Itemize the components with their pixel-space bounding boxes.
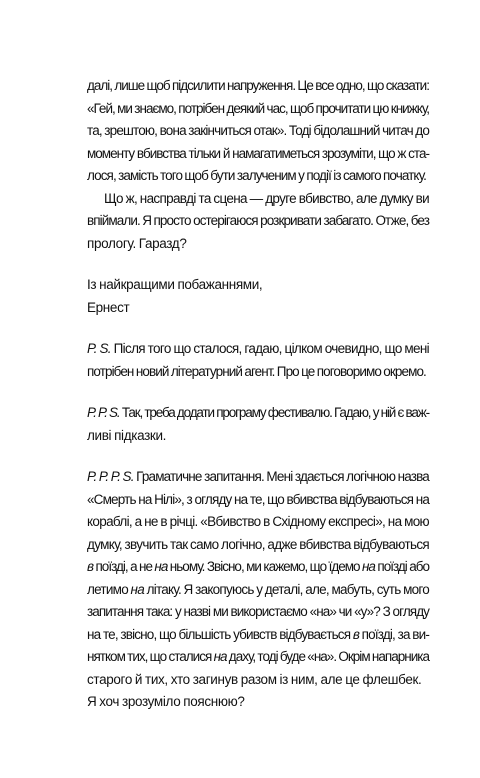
text-line: кораблі, а не в річці. «Вбивство в Східному експресі», на мою (87, 514, 429, 529)
text-span: летимо (87, 581, 131, 597)
text-span: Після того що сталося, гадаю, цілком очевидно, що мені (110, 341, 429, 356)
text-span: Граматичне запитання. Мені здається логічною назва (133, 469, 429, 484)
text-line: «Гей, ми знаємо, потрібен деякий час, щоб прочитати цю книжку, (87, 100, 429, 116)
text-span: даху, тоді буде «на». Окрім напарника (226, 649, 429, 664)
text-line: моменту вбивства тільки й намагатиметься зрозуміти, що ж ста- (87, 145, 429, 161)
text-span: на те, звісно, що більшість убивств відбувається (87, 626, 353, 642)
text-line: думку, звучить так само логічно, адже вбивства відбуваються (87, 536, 430, 552)
signature-name: Ернест (87, 299, 130, 315)
paragraph-gap (87, 255, 429, 274)
text-line: лося, замість того щоб бути залученим у події із самого початку. (87, 168, 426, 183)
paragraph-gap (87, 319, 429, 338)
closing-line: Із найкращими побажаннями, (87, 277, 263, 292)
text-line: Що ж, насправді та сцена — друге вбивство, але думку ви (104, 190, 429, 206)
text-line (87, 402, 429, 425)
closing-signature (87, 274, 429, 319)
text-line: ливі підказки. (87, 427, 167, 443)
text-span: Так, треба додати програму фестивалю. Гадаю, у ній є важ- (119, 405, 430, 420)
italic-word: в (87, 559, 94, 574)
pps-label: P. P. S. (87, 405, 120, 420)
text-line: впіймали. Я просто остерігаюся розкривати забагато. Отже, без (87, 213, 429, 228)
ppps-label: P. P. P. S. (87, 469, 134, 484)
text-line: прологу. Гаразд? (87, 235, 187, 251)
postscript-pps (87, 402, 429, 447)
text-span: поїзді або (374, 559, 429, 574)
paragraph-gap (87, 383, 429, 402)
text-line (87, 466, 429, 489)
italic-word: на (361, 559, 375, 574)
postscript-ps (87, 338, 429, 383)
book-page (87, 75, 429, 714)
text-span: літаку. Я закопуюсь у деталі, але, мабуть, суть мого (143, 581, 429, 597)
text-line: далі, лише щоб підсилити напруження. Це все одно, що сказати: (87, 78, 429, 93)
text-line: запитання така: у назві ми використаємо «на» чи «у»? З огляду (87, 604, 429, 619)
postscript-ppps (87, 466, 429, 714)
text-span: нятком тих, що сталися (87, 649, 214, 664)
text-line: Я хоч зрозуміло пояснюю? (87, 694, 245, 709)
text-span: ньому. Звісно, ми кажемо, що їдемо (167, 559, 362, 574)
paragraph (87, 188, 429, 256)
text-line (87, 646, 429, 669)
text-line (87, 624, 429, 647)
ps-label: P. S. (87, 341, 111, 356)
italic-word: на (213, 649, 227, 664)
text-line: потрібен новий літературний агент. Про це поговоримо окремо. (87, 363, 426, 379)
text-line (87, 338, 429, 361)
italic-word: на (130, 581, 144, 597)
text-line: старого й тих, хто загинув разом із ним, але це флешбек. (87, 671, 422, 687)
text-line (87, 579, 429, 602)
text-line: та, зрештою, вона закінчиться отак». Тоді бідолашний читач до (87, 123, 429, 138)
text-line (87, 556, 429, 579)
paragraph-gap (87, 447, 429, 466)
text-span: поїзді, а не (93, 559, 155, 574)
paragraph (87, 75, 429, 188)
text-span: поїзді, за ви- (359, 626, 429, 642)
text-line: «Смерть на Нілі», з огляду на те, що вбивства відбуваються на (87, 491, 429, 507)
italic-word: в (352, 626, 360, 642)
italic-word: на (154, 559, 168, 574)
